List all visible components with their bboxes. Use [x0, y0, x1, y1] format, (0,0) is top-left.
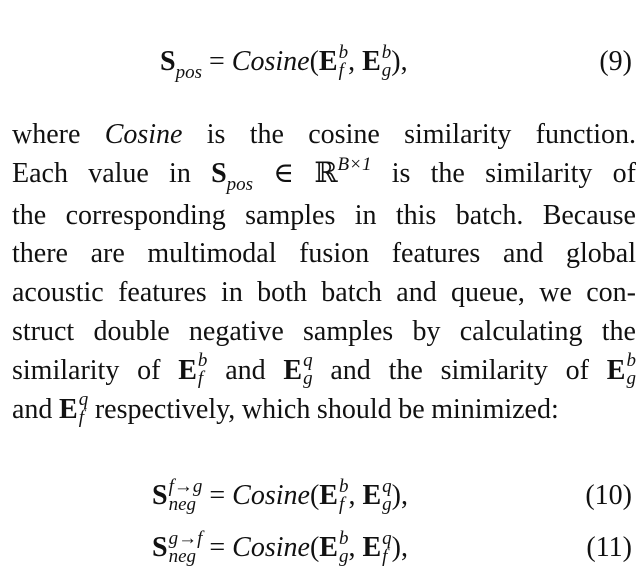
eq9-arg2-sup: b — [381, 41, 392, 63]
eq10-arg2-sub: g — [382, 493, 392, 515]
eq11-open: ( — [309, 532, 320, 563]
equation-10-number: (10) — [585, 480, 632, 511]
paragraph-line-2 — [12, 155, 636, 197]
p-l7-E1-scripts — [198, 352, 208, 388]
eq11-arg2: E — [362, 532, 382, 563]
paragraph-line-1 — [12, 116, 636, 155]
p-l7-E2: E — [283, 354, 303, 386]
eq9-arg2-scripts — [381, 41, 392, 81]
paragraph-line-7 — [12, 352, 636, 391]
equation-9-body — [160, 42, 408, 85]
eq10-arg1: E — [319, 480, 338, 511]
eq10-open: ( — [309, 480, 320, 511]
p-l8-E-sub: f — [78, 407, 85, 429]
eq11-lhs-scripts — [168, 527, 203, 567]
eq10-lhs-sub: neg — [168, 493, 197, 515]
eq11-arg2-scripts — [382, 527, 392, 567]
p-l1-a: where — [12, 119, 81, 150]
p-l2-sub: pos — [226, 173, 254, 195]
p-l7-E2-sup: q — [303, 350, 313, 372]
paragraph-line-4: there are multimodal fusion features and global — [12, 238, 636, 270]
eq9-arg2: E — [362, 46, 381, 77]
eq10-arg2: E — [362, 480, 382, 511]
equation-11-body — [152, 528, 408, 568]
p-l7-E3-sup: b — [626, 350, 636, 372]
p-l7-and: and — [225, 354, 266, 386]
eq9-lhs-symbol: S — [160, 46, 176, 77]
eq11-lhs-symbol: S — [152, 532, 168, 563]
p-l2-a: Each value in — [12, 157, 191, 189]
eq10-lhs-symbol: S — [152, 480, 168, 511]
p-l7-E2-sub: g — [303, 368, 313, 390]
p-l7-E1-sub: f — [197, 368, 204, 390]
eq10-arg1-sub: f — [338, 493, 345, 515]
p-l7-E2-scripts — [303, 352, 313, 388]
p-l7-E3: E — [606, 354, 626, 386]
eq9-open: ( — [309, 46, 319, 77]
p-l2-in: ∈ — [273, 157, 295, 189]
eq11-arg2-sup: q — [382, 527, 392, 549]
eq11-comma: , — [348, 532, 356, 563]
paragraph-line-3: the corresponding samples in this batch. Because — [12, 199, 636, 231]
p-l7-a: similarity of — [12, 354, 161, 386]
eq9-arg2-sub: g — [381, 59, 392, 81]
p-l7-E3-scripts — [626, 352, 636, 388]
paragraph-line-5: acoustic features in both batch and queue, we con- — [12, 277, 636, 309]
eq11-arg1-sup: b — [338, 527, 349, 549]
p-l8-a: and — [12, 393, 53, 425]
eq11-arg1: E — [319, 532, 338, 563]
p-l8-b: respectively, which should be minimized: — [94, 393, 559, 425]
eq9-arg1-scripts — [338, 41, 349, 81]
equation-11-number: (11) — [586, 532, 632, 563]
eq10-arg1-sup: b — [338, 475, 349, 497]
eq11-func: Cosine — [232, 532, 310, 563]
p-l8-E: E — [59, 393, 78, 425]
equation-9 — [0, 42, 638, 82]
eq10-eq-sign: = — [209, 480, 226, 511]
eq9-comma: , — [348, 46, 356, 77]
eq10-func: Cosine — [232, 480, 310, 511]
p-l7-b: and the similarity of — [330, 354, 589, 386]
body-paragraph — [12, 116, 636, 429]
p-l1-cosine: Cosine — [104, 119, 183, 150]
paragraph-line-8 — [12, 391, 636, 430]
eq10-close: ), — [391, 480, 408, 511]
eq11-arg2-sub: f — [382, 545, 388, 567]
eq10-arg1-scripts — [338, 475, 349, 515]
eq9-arg1-sup: b — [338, 41, 349, 63]
eq10-lhs-scripts — [168, 475, 203, 515]
p-l8-E-sup: q — [78, 389, 89, 411]
p-l2-b: is the similarity of — [391, 157, 636, 189]
eq9-eq-sign: = — [208, 46, 225, 77]
equation-11 — [0, 528, 638, 568]
eq11-lhs-sup: g→f — [168, 527, 203, 549]
p-l2-R: ℝ — [314, 157, 338, 189]
eq9-lhs-sub: pos — [175, 62, 202, 83]
eq11-lhs-sub: neg — [168, 545, 197, 567]
eq10-arg2-scripts — [382, 475, 392, 515]
p-l2-S: S — [211, 157, 227, 189]
equation-10-body — [152, 476, 408, 516]
eq11-arg1-scripts — [338, 527, 349, 567]
p-l1-b: is the cosine similarity function. — [206, 119, 636, 150]
eq10-lhs-sup: f→g — [168, 475, 203, 497]
paragraph-line-6: struct double negative samples by calculating the — [12, 315, 636, 347]
p-l7-E3-sub: g — [626, 368, 636, 390]
equation-9-number: (9) — [599, 46, 632, 77]
p-l2-sup: B×1 — [337, 153, 372, 175]
p-l7-E1-sup: b — [197, 350, 208, 372]
eq11-arg1-sub: g — [338, 545, 349, 567]
eq9-arg1: E — [318, 46, 338, 77]
eq11-eq-sign: = — [209, 532, 226, 563]
eq10-arg2-sup: q — [382, 475, 392, 497]
equation-10 — [0, 476, 638, 516]
eq9-func: Cosine — [231, 46, 310, 77]
eq9-close: ), — [391, 46, 408, 77]
eq9-arg1-sub: f — [338, 59, 344, 81]
p-l7-E1: E — [178, 354, 197, 386]
eq10-comma: , — [348, 480, 356, 511]
eq11-close: ), — [391, 532, 408, 563]
p-l8-E-scripts — [79, 391, 89, 427]
